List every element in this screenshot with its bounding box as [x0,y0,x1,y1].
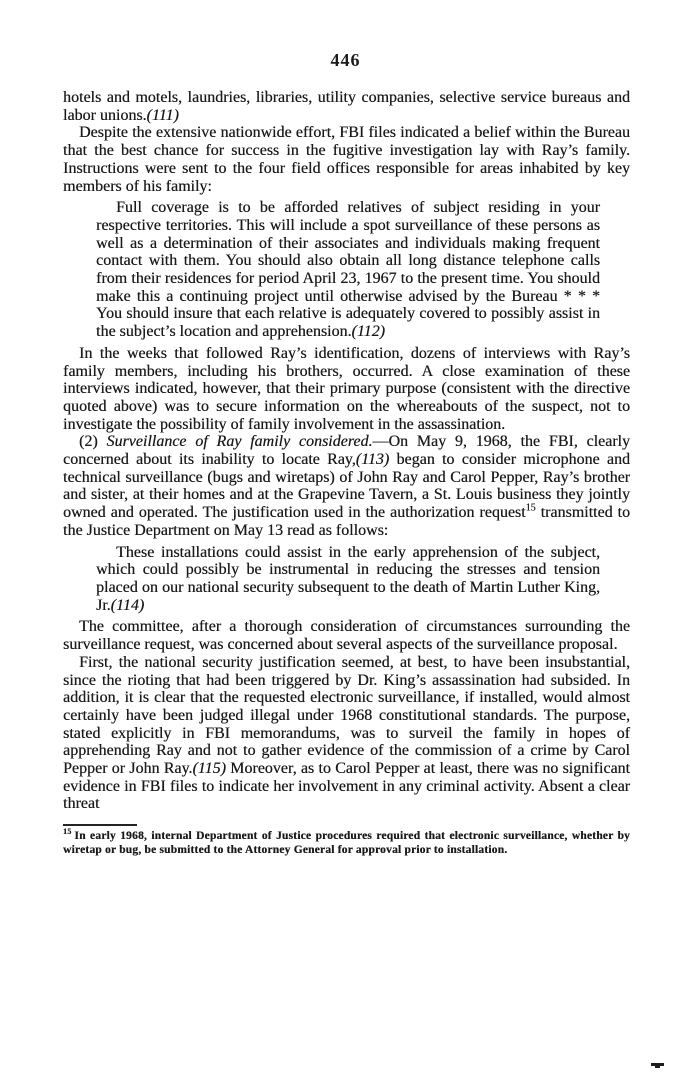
list-number: (2) [79,433,107,451]
paragraph-text: hotels and motels, laundries, libraries, utility companies, selective service bureaus and labor unions. [63,89,630,124]
citation-111: (111) [146,106,179,124]
quote-text: Full coverage is to be afforded relatives of subject residing in your respective territories. This will include a spot surveillance of these persons as well as a determination of their associates and individuals making frequent contact with them. You should also obtain all long distance telephone calls from their residences for period April 23, 1967 to the present time. You should make this a continuing project until otherwise advised by the Bureau * * * You should insure that each relative is adequately covered to possibly assist in the subject’s location and apprehension. [96,199,600,341]
citation-115: (115) [192,760,226,778]
paragraph-text: transmitted to the Justice Department on May 13 read as follows: [63,504,630,539]
paragraph-committee: The committee, after a thorough consideration of circumstances surrounding the surveillance request, was concerned about several aspects of the surveillance proposal. [63,618,630,654]
paragraph-despite: Despite the extensive nationwide effort, FBI files indicated a belief within the Bureau that the best chance for success in the fugitive investigation lay with Ray’s family. Instructions were sent to the four field offices responsible for areas inhabited by key members of his family: [63,124,630,195]
italic-subheading: Surveillance of Ray family considered. [106,433,373,451]
footnote-15 [63,827,630,858]
footnote-text: In early 1968, internal Department of Justice procedures required that electronic surveillance, whether by wiretap or bug, be submitted to the Attorney General for approval prior to installation. [63,830,630,856]
page-body [63,89,630,858]
footnote-divider [63,824,137,826]
paragraph-text: —On May 9, 1968, the FBI, clearly concerned about its inability to locate Ray, [63,433,630,469]
paragraph-interviews: In the weeks that followed Ray’s identification, dozens of interviews with Ray’s family members, including his brothers, occurred. A close examination of these interviews indicated, however, that their primary purpose (consistent with the directive quoted above) was to secure information on the whereabouts of the suspect, not to investigate the possibility of family involvement in the assassination. [63,344,630,433]
scan-ink-mark [651,1063,664,1066]
citation-112: (112) [351,323,385,341]
quote-full-coverage [96,199,600,341]
footnote-reference-15: 15 [525,502,536,514]
footnote-marker: 15 [63,827,72,837]
paragraph-text: began to consider microphone and technical surveillance (bugs and wiretaps) of John Ray and Carol Pepper, Ray’s brother and sister, at their homes and at the Grapevine Tavern, a St. Louis business they jointly owned and operated. The justification used in the authorization request [63,451,630,522]
quote-installations [96,544,600,615]
paragraph-continuation [63,89,630,124]
paragraph-text: First, the national security justification seemed, at best, to have been insubstantial, since the rioting that had been triggered by Dr. King’s assassination had subsided. In addition, it is clear that the requested electronic surveillance, if installed, would almost certainly have been judged illegal under 1968 constitutional standards. The purpose, stated explicitly in FBI memorandums, was to surveil the family in hopes of apprehending Ray and not to gather evidence of the commission of a crime by Carol Pepper or John Ray. [63,653,630,778]
quote-text: These installations could assist in the early apprehension of the subject, which could possibly be instrumental in reducing the stresses and tension placed on our national security subsequent to the death of Martin Luther King, Jr. [96,543,600,614]
paragraph-surveillance-considered [63,433,630,539]
paragraph-first-concern [63,654,630,813]
citation-113: (113) [355,451,390,469]
page-number: 446 [330,50,361,70]
paragraph-text: Moreover, as to Carol Pepper at least, there was no significant evidence in FBI files to indicate her involvement in any criminal activity. Absent a clear threat [63,760,630,813]
citation-114: (114) [110,596,145,614]
